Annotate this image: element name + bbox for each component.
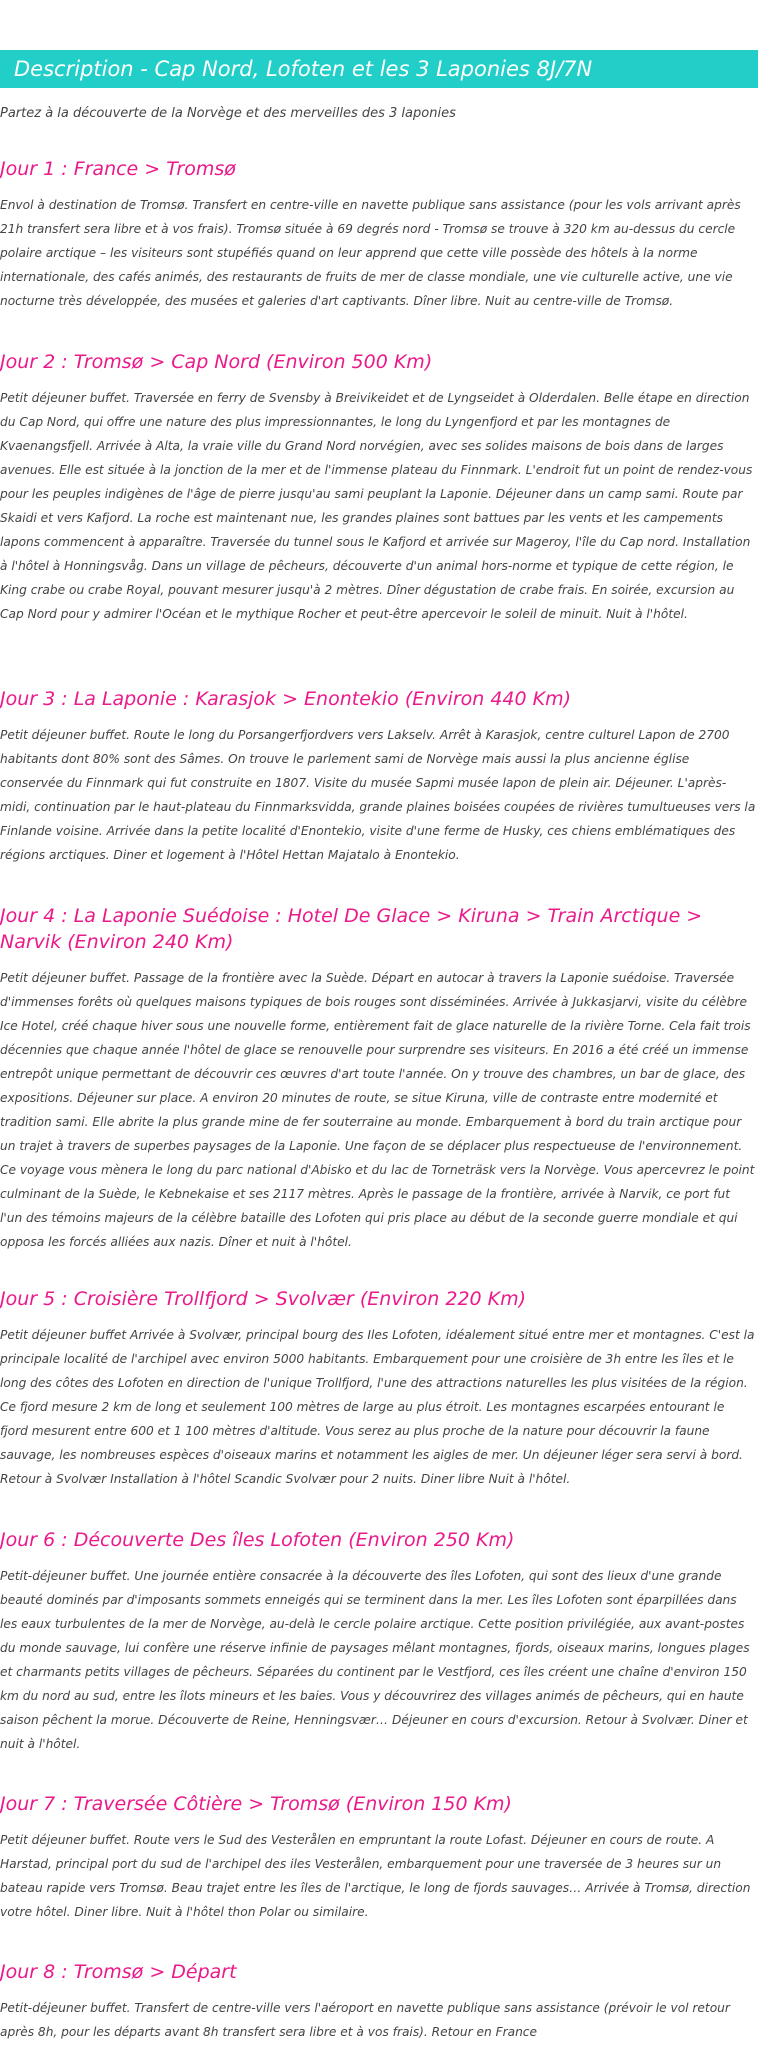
day-4 [0,903,756,1254]
day-1 [0,156,756,313]
day-description: Petit-déjeuner buffet. Une journée entière consacrée à la découverte des îles Lofoten, qui sont des lieux d'une grande beauté dominés par d'imposants sommets enneigés qui se terminent dans la mer. Les îles Lofoten sont éparpillées dans les eaux turbulentes de la mer de Norvège, au-delà le cercle polaire arctique. Cette position privilégiée, aux avant-postes du monde sauvage, lui confère une réserve infinie de paysages mêlant montagnes, fjords, oiseaux marins, longues plages et charmants petits villages de pêcheurs. Séparées du continent par le Vestfjord, ces îles créent une chaîne d'environ 150 km du nord au sud, entre les îlots mineurs et les baies. Vous y découvrirez des villages animés de pêcheurs, qui en haute saison pêchent la morue. Découverte de Reine, Henningsvær… Déjeuner en cours d'excursion. Retour à Svolvær. Diner et nuit à l'hôtel. [0,1569,750,1751]
day-title: Jour 1 : France > Tromsø [0,158,236,180]
day-description: Petit-déjeuner buffet. Transfert de centre-ville vers l'aéroport en navette publique sans assistance (prévoir le vol retour après 8h, pour les départs avant 8h transfert sera libre et à vos frais). Retour en France [0,2001,730,2039]
day-description: Petit déjeuner buffet. Traversée en ferry de Svensby à Breivikeidet et de Lyngseidet à Olderdalen. Belle étape en direction du Cap Nord, qui offre une nature des plus impressionnantes, le long du Lyngenfjord et par les montagnes de Kvaenangsfjell. Arrivée à Alta, la vraie ville du Grand Nord norvégien, avec ses solides maisons de bois dans de larges avenues. Elle est située à la jonction de la mer et de l'immense plateau du Finnmark. L'endroit fut un point de rendez-vous pour les peuples indigènes de l'âge de pierre jusqu'au sami peuplant la Laponie. Déjeuner dans un camp sami. Route par Skaidi et vers Kafjord. La roche est maintenant nue, les grandes plaines sont battues par les vents et les campements lapons commencent à apparaître. Traversée du tunnel sous le Kafjord et arrivée sur Mageroy, l'île du Cap nord. Installation à l'hôtel à Honningsvåg. Dans un village de pêcheurs, découverte d'un animal hors-norme et typique de cette région, le King crabe ou crabe Royal, pouvant mesurer jusqu'à 2 mètres. Dîner dégustation de crabe frais. En soirée, excursion au Cap Nord pour y admirer l'Océan et le mythique Rocher et peut-être apercevoir le soleil de minuit. Nuit à l'hôtel. [0,391,753,621]
day-title: Jour 4 : La Laponie Suédoise : Hotel De Glace > Kiruna > Train Arctique > Narvik (Environ 240 Km) [0,905,703,953]
day-title: Jour 7 : Traversée Côtière > Tromsø (Environ 150 Km) [0,1793,512,1815]
day-7 [0,1791,756,1924]
day-description: Envol à destination de Tromsø. Transfert en centre-ville en navette publique sans assistance (pour les vols arrivant après 21h transfert sera libre et à vos frais). Tromsø située à 69 degrés nord - Tromsø se trouve à 320 km au-dessus du cercle polaire arctique – les visiteurs sont stupéfiés quand on leur apprend que cette ville possède des hôtels à la norme internationale, des cafés animés, des restaurants de fruits de mer de classe mondiale, une vie culturelle active, une vie nocturne très développée, des musées et galeries d'art captivants. Dîner libre. Nuit au centre-ville de Tromsø. [0,198,741,308]
day-5 [0,1286,756,1491]
day-description: Petit déjeuner buffet. Passage de la frontière avec la Suède. Départ en autocar à travers la Laponie suédoise. Traversée d'immenses forêts où quelques maisons typiques de bois rouges sont disséminées. Arrivée à Jukkasjarvi, visite du célèbre Ice Hotel, créé chaque hiver sous une nouvelle forme, entièrement fait de glace naturelle de la rivière Torne. Cela fait trois décennies que chaque année l'hôtel de glace se renouvelle pour surprendre ses visiteurs. En 2016 a été créé un immense entrepôt unique permettant de découvrir ces œuvres d'art toute l'année. On y trouve des chambres, un bar de glace, des expositions. Déjeuner sur place. A environ 20 minutes de route, se situe Kiruna, ville de contraste entre modernité et tradition sami. Elle abrite la plus grande mine de fer souterraine au monde. Embarquement à bord du train arctique pour un trajet à travers de superbes paysages de la Laponie. Une façon de se déplacer plus respectueuse de l'environnement. Ce voyage vous mènera le long du parc national d'Abisko et du lac de Torneträsk vers la Norvège. Vous apercevrez le point culminant de la Suède, le Kebnekaise et ses 2117 mètres. Après le passage de la frontière, arrivée à Narvik, ce port fut l'un des témoins majeurs de la célèbre bataille des Lofoten qui pris place au début de la seconde guerre mondiale et qui opposa les forcés alliées aux nazis. Dîner et nuit à l'hôtel. [0,971,755,1249]
day-title: Jour 5 : Croisière Trollfjord > Svolvær (Environ 220 Km) [0,1288,527,1310]
day-8 [0,1959,756,2044]
day-description: Petit déjeuner buffet. Route le long du Porsangerfjordvers vers Lakselv. Arrêt à Karasjok, centre culturel Lapon de 2700 habitants dont 80% sont des Sâmes. On trouve le parlement sami de Norvège mais aussi la plus ancienne église conservée du Finnmark qui fut construite en 1807. Visite du musée Sapmi musée lapon de plein air. Déjeuner. L'après-midi, continuation par le haut-plateau du Finnmarksvidda, grande plaines boisées coupées de rivières tumultueuses vers la Finlande voisine. Arrivée dans la petite localité d'Enontekio, visite d'une ferme de Husky, ces chiens emblématiques des régions arctiques. Diner et logement à l'Hôtel Hettan Majatalo à Enontekio. [0,728,756,862]
intro-text: Partez à la découverte de la Norvège et des merveilles des 3 laponies [0,106,456,121]
day-description: Petit déjeuner buffet Arrivée à Svolvær, principal bourg des Iles Lofoten, idéalement situé entre mer et montagnes. C'est la principale localité de l'archipel avec environ 5000 habitants. Embarquement pour une croisière de 3h entre les îles et le long des côtes des Lofoten en direction de l'unique Trollfjord, l'une des attractions naturelles les plus visitées de la région. Ce fjord mesure 2 km de long et seulement 100 mètres de large au plus étroit. Les montagnes escarpées entourant le fjord mesurent entre 600 et 1 100 mètres d'altitude. Vous serez au plus proche de la nature pour découvrir la faune sauvage, les nombreuses espèces d'oiseaux marins et notamment les aigles de mer. Un déjeuner léger sera servi à bord. Retour à Svolvær Installation à l'hôtel Scandic Svolvær pour 2 nuits. Diner libre Nuit à l'hôtel. [0,1328,755,1486]
day-2 [0,349,756,626]
day-3 [0,686,756,867]
day-title: Jour 2 : Tromsø > Cap Nord (Environ 500 Km) [0,351,433,373]
day-title: Jour 6 : Découverte Des îles Lofoten (Environ 250 Km) [0,1529,515,1551]
day-title: Jour 3 : La Laponie : Karasjok > Enontekio (Environ 440 Km) [0,688,572,710]
day-title: Jour 8 : Tromsø > Départ [0,1961,237,1983]
page-title: Description - Cap Nord, Lofoten et les 3 Laponies 8J/7N [14,57,593,81]
day-6 [0,1527,756,1756]
day-description: Petit déjeuner buffet. Route vers le Sud des Vesterålen en empruntant la route Lofast. Déjeuner en cours de route. A Harstad, principal port du sud de l'archipel des iles Vesterålen, embarquement pour une traversée de 3 heures sur un bateau rapide vers Tromsø. Beau trajet entre les îles de l'arctique, le long de fjords sauvages… Arrivée à Tromsø, direction votre hôtel. Diner libre. Nuit à l'hôtel thon Polar ou similaire. [0,1833,751,1919]
